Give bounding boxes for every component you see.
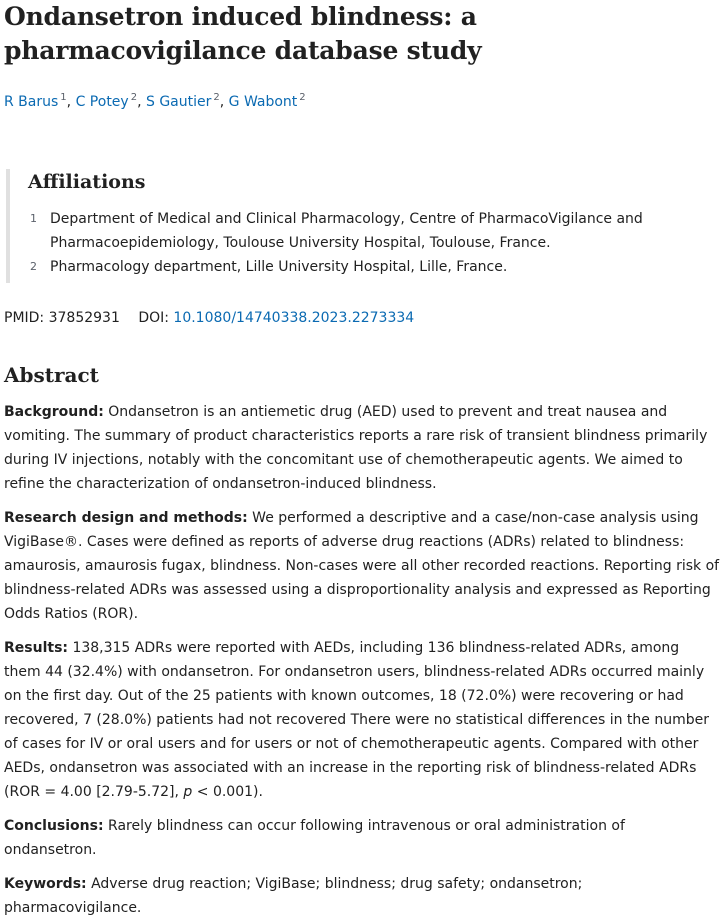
section-text: 138,315 ADRs were reported with AEDs, including 136 blindness-related ADRs, among them 44 (32.4%) with ondansetron. For ondansetron users, blindness-related ADRs occurred mainly on the first day. Out of the 25 patients with known outcomes, 18 (72.0%) were recovering or had recovered, 7 (28.0%) patients had not recovered There were no statistical differences in the number of cases for IV or oral users and for users or not of chemotherapeutic agents. Compared with other AEDs, ondansetron was associated with an increase in the reporting risk of blindness-related ADRs (ROR = 4.00 [2.79-5.72], <box>4 640 709 800</box>
affiliations-heading: Affiliations <box>28 171 146 193</box>
affiliation-text: Pharmacology department, Lille University Hospital, Lille, France. <box>50 259 508 275</box>
affiliations-list <box>28 207 724 279</box>
affiliation-ref[interactable]: 2 <box>213 92 220 103</box>
section-label: Background: <box>4 404 104 420</box>
p-value-symbol: p <box>183 784 193 800</box>
doi-label: DOI: <box>138 310 169 326</box>
abstract-background <box>4 400 724 496</box>
abstract-keywords <box>4 872 724 920</box>
affiliation-number: 1 <box>30 212 37 225</box>
affiliation-number: 2 <box>30 260 37 273</box>
author-link[interactable]: C Potey <box>75 94 129 110</box>
author-link[interactable]: G Wabont <box>228 94 298 110</box>
affiliation-ref[interactable]: 1 <box>60 92 67 103</box>
affiliation-item <box>28 207 724 255</box>
doi-link[interactable]: 10.1080/14740338.2023.2273334 <box>173 310 415 326</box>
abstract-conclusions <box>4 814 724 862</box>
section-label: Keywords: <box>4 876 87 892</box>
affiliations-panel <box>6 169 724 283</box>
author-link[interactable]: S Gautier <box>145 94 212 110</box>
affiliation-ref[interactable]: 2 <box>299 92 306 103</box>
abstract-methods <box>4 506 724 626</box>
abstract-body <box>4 400 724 920</box>
author-link[interactable]: R Barus <box>4 94 59 110</box>
section-text-tail: < 0.001). <box>192 784 263 800</box>
affiliation-ref[interactable]: 2 <box>130 92 138 103</box>
section-label: Conclusions: <box>4 818 104 834</box>
section-text: Rarely blindness can occur following intravenous or oral administration of ondansetron. <box>4 818 625 858</box>
pmid: PMID: 37852931 <box>4 310 120 326</box>
section-label: Research design and methods: <box>4 510 248 526</box>
section-text: Adverse drug reaction; VigiBase; blindness; drug safety; ondansetron; pharmacovigilance. <box>4 876 583 916</box>
section-text: Ondansetron is an antiemetic drug (AED) used to prevent and treat nausea and vomiting. The summary of product characteristics reports a rare risk of transient blindness primarily during IV injections, notably with the concomitant use of chemotherapeutic agents. We aimed to refine the characterization of ondansetron-induced blindness. <box>4 404 708 492</box>
section-label: Results: <box>4 640 68 656</box>
author-list: R Barus $^1$, C Potey $^2$, S Gautier $^2$, G Wabont $^2$ <box>4 92 306 110</box>
article-identifiers <box>4 308 724 328</box>
article-title: Ondansetron induced blindness: a pharmacovigilance database study <box>4 2 482 65</box>
section-text: We performed a descriptive and a case/non-case analysis using VigiBase®. Cases were defined as reports of adverse drug reactions (ADRs) related to blindness: amaurosis, amaurosis fugax, blindness. Non-cases were all other recorded reactions. Reporting risk of blindness-related ADRs was assessed using a disproportionality analysis and expressed as Reporting Odds Ratios (ROR). <box>4 510 720 622</box>
abstract-results <box>4 636 724 804</box>
affiliation-item <box>28 255 724 279</box>
abstract-heading: Abstract <box>4 363 99 387</box>
affiliation-text: Department of Medical and Clinical Pharmacology, Centre of PharmacoVigilance and Pharmacoepidemiology, Toulouse University Hospital, Toulouse, France. <box>50 211 643 251</box>
